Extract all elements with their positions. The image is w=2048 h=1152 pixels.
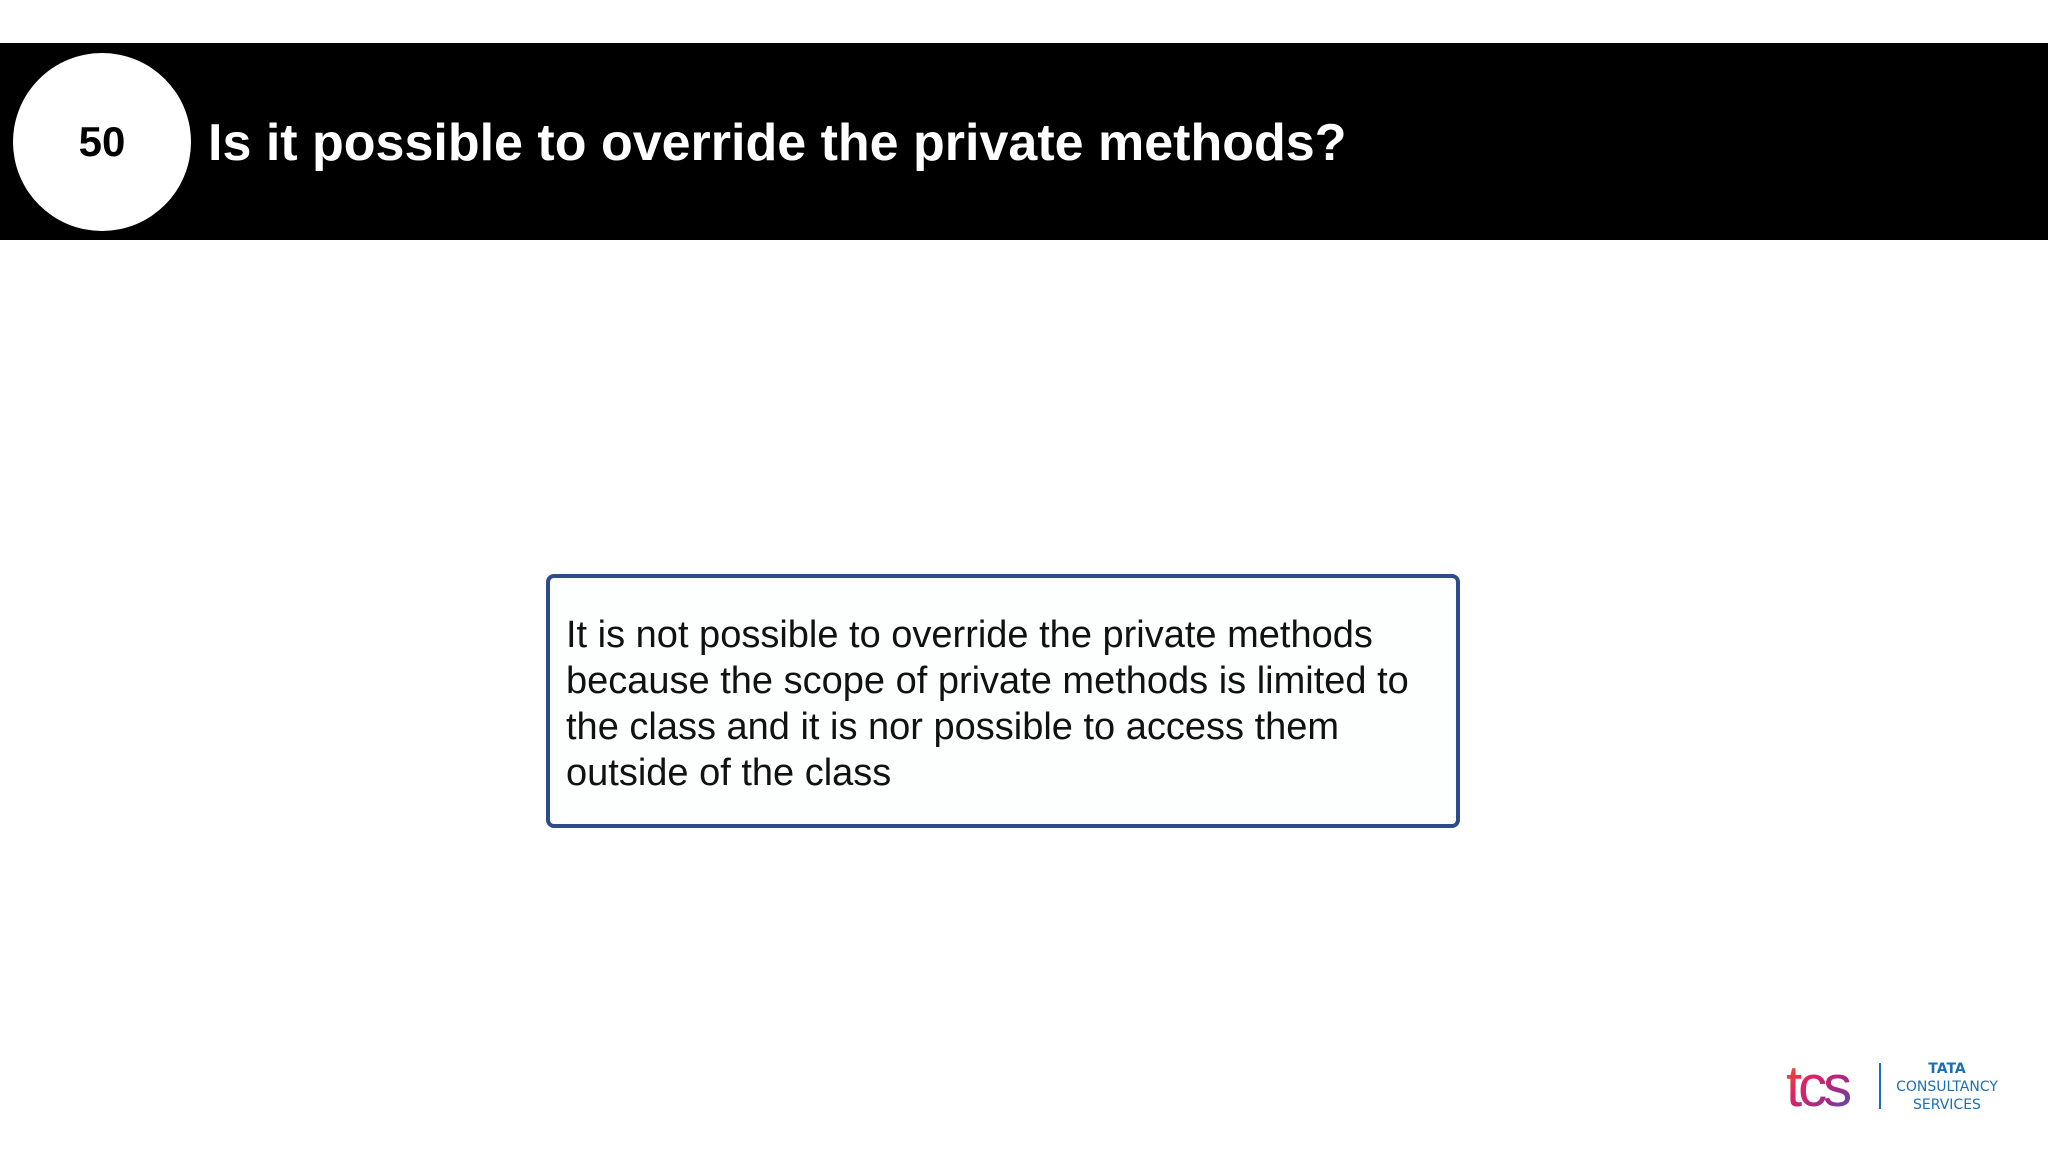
- logo-line-services: SERVICES: [1913, 1097, 1981, 1113]
- answer-box: [546, 574, 1460, 828]
- logo-wordmark: tcs: [1786, 1058, 1849, 1114]
- answer-text: It is not possible to override the private methods because the scope of private methods is limited to the class and it is nor possible to access them outside of the class: [566, 614, 1409, 794]
- tcs-logo: [1786, 1058, 2006, 1114]
- question-number-badge: [13, 53, 191, 231]
- question-number: 50: [78, 118, 126, 165]
- question-title: Is it possible to override the private methods?: [208, 114, 1347, 172]
- logo-line-consultancy: CONSULTANCY: [1896, 1079, 1998, 1095]
- logo-line-tata: TATA: [1928, 1061, 1966, 1077]
